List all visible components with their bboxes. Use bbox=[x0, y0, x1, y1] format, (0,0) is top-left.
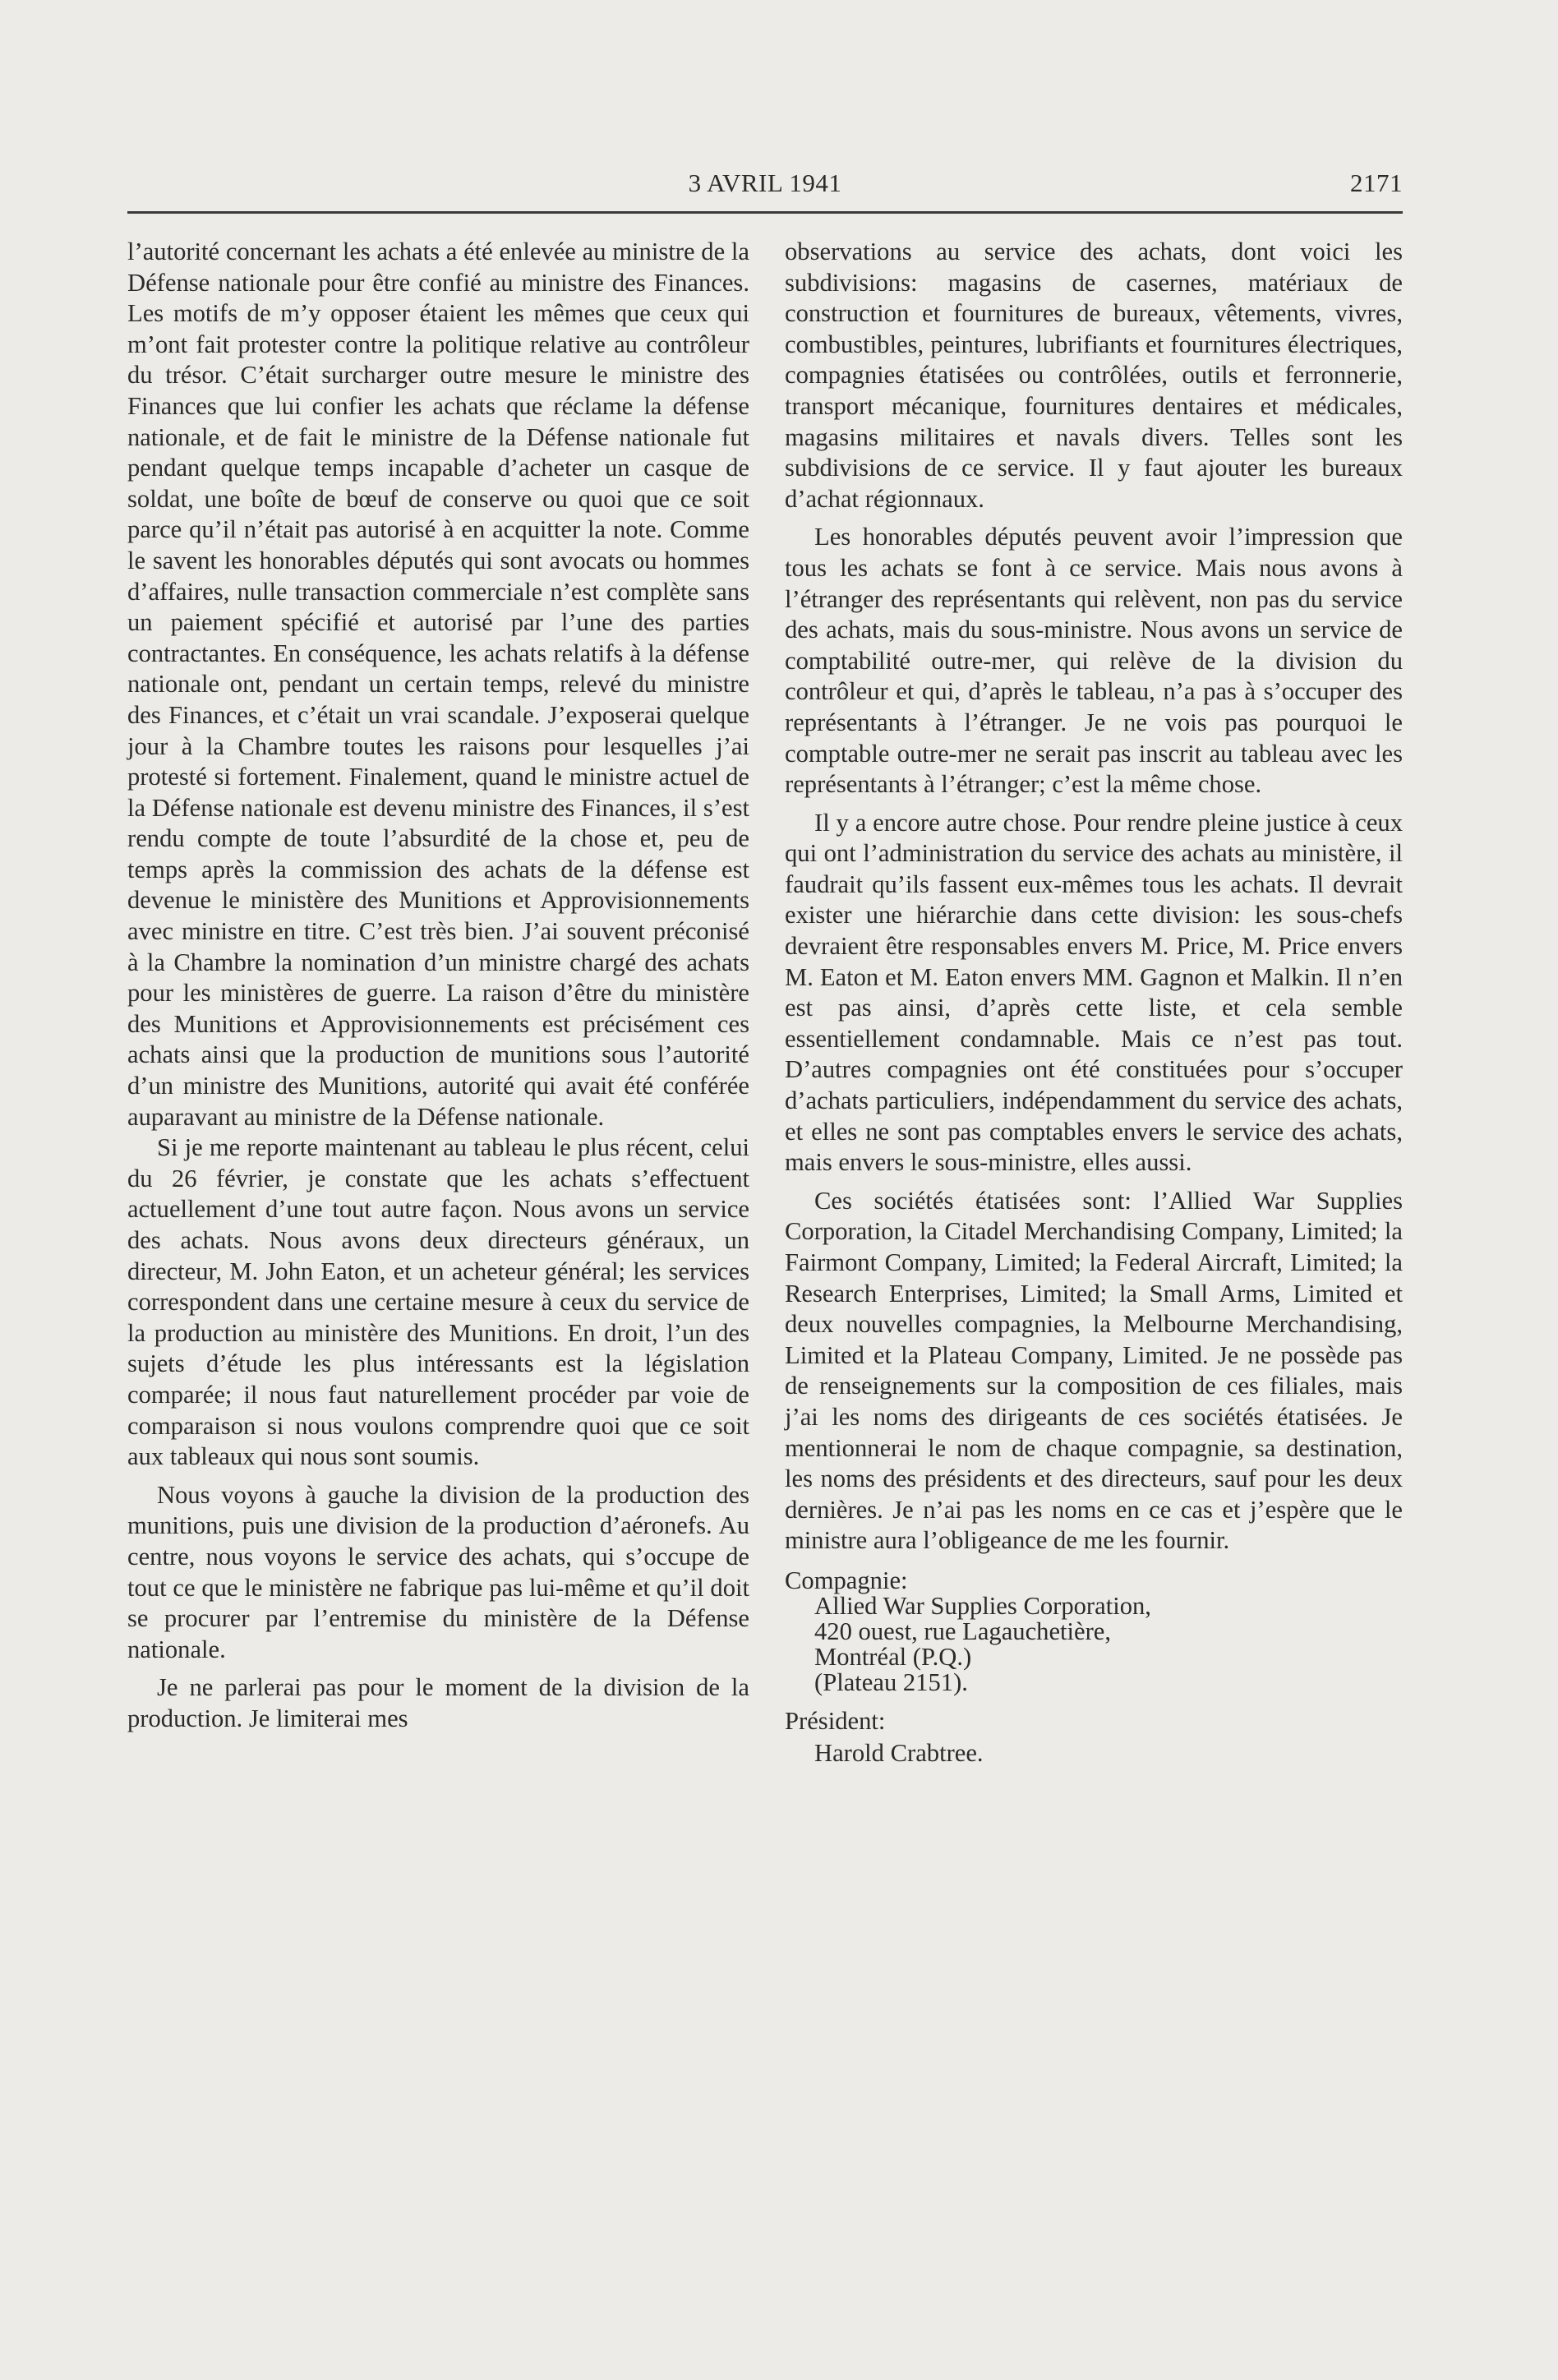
right-column bbox=[785, 237, 1403, 1766]
company-label: Compagnie: bbox=[785, 1566, 908, 1594]
president-name: Harold Crabtree. bbox=[814, 1738, 984, 1767]
header-rule bbox=[127, 211, 1403, 214]
paragraph: Si je me reporte maintenant au tableau le plus récent, celui du 26 février, je constate que les achats s’effectuent actuellement d’une tout autre façon. Nous avons un service des achats. Nous avons deux directeurs généraux, un directeur, M. John Eaton, et un acheteur général; les services correspondent dans une certaine mesure à ceux du service de la production au ministère des Munitions. En droit, l’un des sujets d’étude les plus intéressants est la législation comparée; il nous faut naturellement procéder par voie de comparaison si nous voulons comprendre quoi que ce soit aux tableaux qui nous sont soumis. bbox=[127, 1133, 749, 1471]
paragraph: Les honorables députés peuvent avoir l’impression que tous les achats se font à ce service. Mais nous avons à l’étranger des représentants qui relèvent, non pas du service des achats, mais du sous-ministre. Nous avons un service de comptabilité outre-mer, qui relève de la division du contrôleur et qui, d’après le tableau, n’a pas à s’occuper des représentants à l’étranger. Je ne vois pas pourquoi le comptable outre-mer ne serait pas inscrit au tableau avec les représentants à l’étranger; c’est la même chose. bbox=[785, 523, 1403, 799]
paragraph: Nous voyons à gauche la division de la production des munitions, puis une division de la production d’aéronefs. Au centre, nous voyons le service des achats, qui s’occupe de tout ce que le ministère ne fabrique pas lui-même et qu’il doit se procurer par l’entremise du ministère de la Défense nationale. bbox=[127, 1480, 749, 1663]
paragraph: Je ne parlerai pas pour le moment de la division de la production. Je limiterai mes bbox=[127, 1673, 749, 1732]
paragraph: Ces sociétés étatisées sont: l’Allied War Supplies Corporation, la Citadel Merchandising Company, Limited; la Fairmont Company, Limited; la Federal Aircraft, Limited; la Research Enterprises, Limited; la Small Arms, Limited et deux nouvelles compagnies, la Melbourne Merchandising, Limited et la Plateau Company, Limited. Je ne possède pas de renseignements sur la composition de ces filiales, mais j’ai les noms des dirigeants de ces sociétés étatisées. Je mentionnerai le nom de chaque compagnie, sa destination, les noms des présidents et des directeurs, sauf pour les deux dernières. Je n’ai pas les noms en ce cas et j’espère que le ministre aura l’obligeance de me les fournir. bbox=[785, 1186, 1403, 1555]
president-label: Président: bbox=[785, 1706, 886, 1735]
company-line: Montréal (P.Q.) bbox=[814, 1642, 972, 1671]
left-column bbox=[127, 237, 749, 1735]
company-line: (Plateau 2151). bbox=[814, 1667, 968, 1696]
company-line: 420 ouest, rue Lagauchetière, bbox=[814, 1617, 1112, 1645]
president-block bbox=[785, 1738, 1403, 1767]
page-number: 2171 bbox=[1350, 168, 1403, 197]
paragraph: observations au service des achats, dont voici les subdivisions: magasins de casernes, matériaux de construction et fournitures de bureaux, vêtements, vivres, combustibles, peintures, lubrifiants et fournitures électriques, compagnies étatisées ou contrôlées, outils et ferronnerie, transport mécanique, fournitures dentaires et médicales, magasins militaires et navals divers. Telles sont les subdivisions de ce service. Il y faut ajouter les bureaux d’achat régionnaux. bbox=[785, 238, 1403, 513]
paragraph: Il y a encore autre chose. Pour rendre pleine justice à ceux qui ont l’administration du service des achats au ministère, il faudrait qu’ils fassent eux-mêmes tous les achats. Il devrait exister une hiérarchie dans cette division: les sous-chefs devraient être responsables envers M. Price, M. Price envers M. Eaton et M. Eaton envers MM. Gagnon et Malkin. Il n’en est pas ainsi, d’après cette liste, et cela semble essentiellement condamnable. Mais ce n’est pas tout. D’autres compagnies ont été constituées pour s’occuper d’achats particuliers, indépendamment du service des achats, et elles ne sont pas comptables envers le service des achats, mais envers le sous-ministre, elles aussi. bbox=[785, 808, 1403, 1177]
company-line: Allied War Supplies Corporation, bbox=[814, 1591, 1151, 1620]
header-date: 3 AVRIL 1941 bbox=[688, 168, 842, 197]
company-address-block bbox=[785, 1591, 1403, 1696]
paragraph: l’autorité concernant les achats a été enlevée au ministre de la Défense nationale pour être confié au ministre des Finances. Les motifs de m’y opposer étaient les mêmes que ceux qui m’ont fait protester contre la politique relative au contrôleur du trésor. C’était surcharger outre mesure le ministre des Finances que lui confier les achats que réclame la défense nationale, et de fait le ministre de la Défense nationale fut pendant quelque temps incapable d’acheter un casque de soldat, une boîte de bœuf de conserve ou quoi que ce soit parce qu’il n’était pas autorisé à en acquitter la note. Comme le savent les honorables députés qui sont avocats ou hommes d’affaires, nulle transaction commerciale n’est complète sans un paiement spécifié et autorisé par l’une des parties contractantes. En conséquence, les achats relatifs à la défense nationale ont, pendant un certain temps, relevé du ministre des Finances, et c’était un vrai scandale. J’exposerai quelque jour à la Chambre toutes les raisons pour lesquelles j’ai protesté si fortement. Finalement, quand le ministre actuel de la Défense nationale est devenu ministre des Finances, il s’est rendu compte de toute l’absurdité de la chose et, peu de temps après la commission des achats de la défense est devenue le ministère des Munitions et Approvisionnements avec ministre en titre. C’est très bien. J’ai souvent préconisé à la Chambre la nomination d’un ministre chargé des achats pour les ministères de guerre. La raison d’être du ministère des Munitions et Approvisionnements est précisément ces achats ainsi que la production de munitions sous l’autorité d’un ministre des Munitions, autorité qui avait été conférée auparavant au ministre de la Défense nationale. bbox=[127, 238, 749, 1131]
